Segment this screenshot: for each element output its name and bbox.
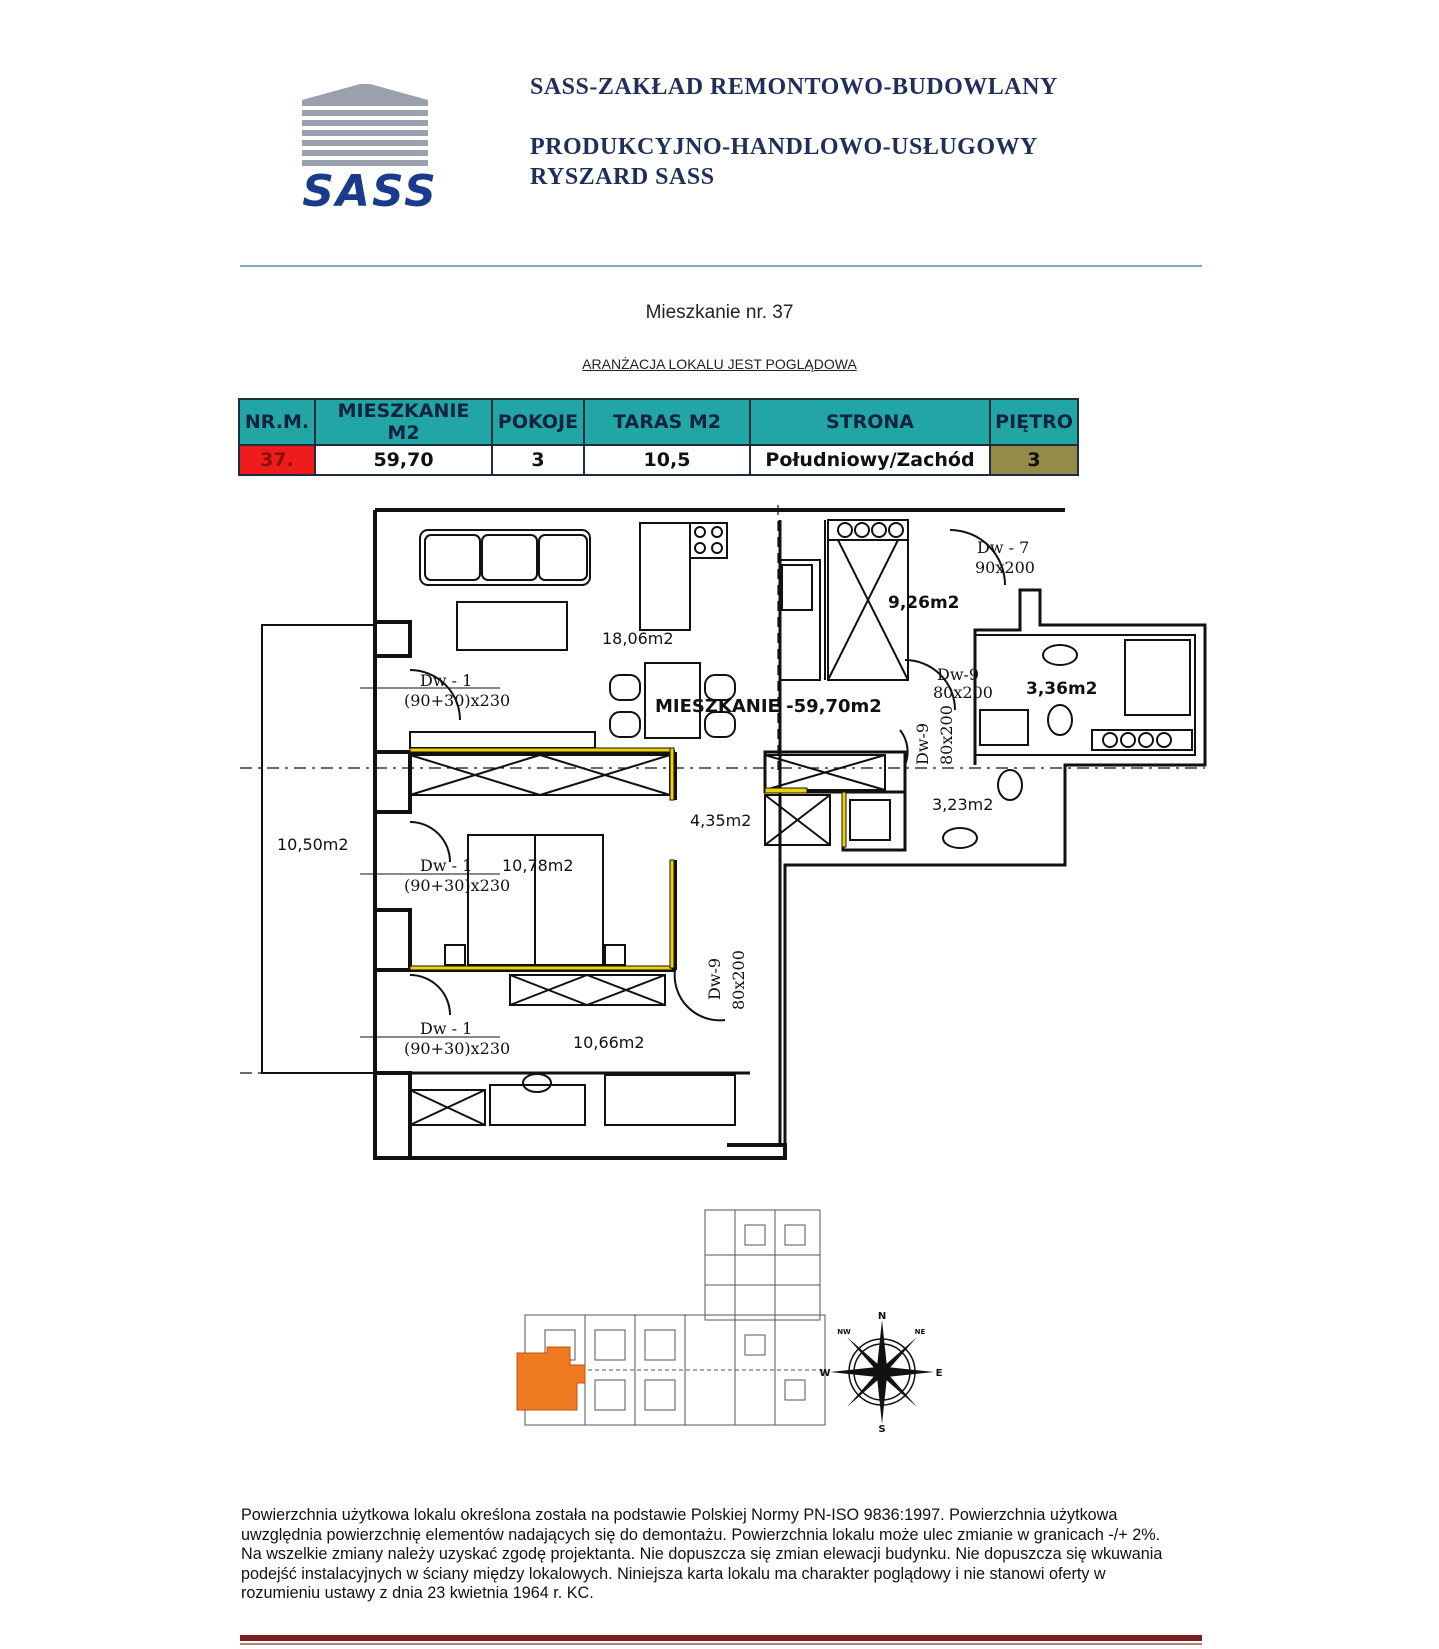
footer-divider <box>240 1635 1202 1641</box>
room-area-bedroom-2: 10,66m2 <box>573 1033 645 1052</box>
compass-e: E <box>935 1368 943 1379</box>
room-area-bath: 3,36m2 <box>1026 679 1098 699</box>
col-header-terrace: TARAS M2 <box>584 399 750 445</box>
room-area-hall: 4,35m2 <box>690 811 752 830</box>
company-line-1: SASS-ZAKŁAD REMONTOWO-BUDOWLANY <box>530 74 1058 100</box>
door-label-dw9-size-vertical-b: 80x200 <box>729 950 748 1010</box>
company-line-3: RYSZARD SASS <box>530 164 715 190</box>
company-logo <box>270 82 470 217</box>
door-label-dw9-size-vertical-a: 80x200 <box>937 705 956 765</box>
col-header-area: MIESZKANIE M2 <box>315 399 492 445</box>
room-area-terrace: 10,50m2 <box>277 835 349 854</box>
apartment-total-area: MIESZKANIE -59,70m2 <box>655 696 882 717</box>
door-label-dw7-size: 90x200 <box>975 558 1035 577</box>
room-area-wc: 3,23m2 <box>932 795 994 814</box>
door-label-dw9-name: Dw-9 <box>937 665 980 684</box>
compass-w: W <box>819 1368 831 1379</box>
col-header-rooms: POKOJE <box>492 399 584 445</box>
door-label-dw7-name: Dw - 7 <box>977 538 1030 557</box>
header-divider <box>240 265 1202 267</box>
company-line-2: PRODUKCYJNO-HANDLOWO-USŁUGOWY <box>530 134 1038 160</box>
door-label-dw1-name-c: Dw - 1 <box>420 1019 473 1038</box>
logo-text: SASS <box>302 166 438 217</box>
floor-plan <box>240 498 1210 1168</box>
cell-terrace: 10,5 <box>584 445 750 475</box>
door-label-dw1-name-a: Dw - 1 <box>420 671 473 690</box>
page-title: Mieszkanie nr. 37 <box>645 302 794 323</box>
cell-floor: 3 <box>990 445 1078 475</box>
cell-side: Południowy/Zachód <box>750 445 990 475</box>
room-area-bedroom-1: 10,78m2 <box>502 856 574 875</box>
door-label-dw1-size-a: (90+30)x230 <box>404 691 511 710</box>
cell-nr: 37. <box>239 445 315 475</box>
footer-divider-thin <box>240 1643 1202 1645</box>
room-area-kitchen: 9,26m2 <box>888 593 960 613</box>
door-label-dw9-name-vertical-b: Dw-9 <box>705 957 724 1000</box>
compass-s: S <box>878 1424 886 1435</box>
cell-rooms: 3 <box>492 445 584 475</box>
compass-nw: NW <box>837 1328 851 1336</box>
compass-rose <box>819 1311 943 1435</box>
compass-ne: NE <box>914 1328 926 1336</box>
cell-area: 59,70 <box>315 445 492 475</box>
page-subtitle: ARANŻACJA LOKALU JEST POGLĄDOWA <box>582 356 857 372</box>
info-table-value-row <box>239 445 1078 475</box>
col-header-nr: NR.M. <box>239 399 315 445</box>
door-label-dw9-size: 80x200 <box>933 683 993 702</box>
compass-n: N <box>877 1311 887 1322</box>
door-label-dw9-name-vertical-a: Dw-9 <box>913 722 932 765</box>
col-header-side: STRONA <box>750 399 990 445</box>
room-area-living: 18,06m2 <box>602 629 674 648</box>
door-label-dw1-name-b: Dw - 1 <box>420 856 473 875</box>
door-label-dw1-size-b: (90+30)x230 <box>404 876 511 895</box>
info-table-header-row <box>239 399 1078 445</box>
col-header-floor: PIĘTRO <box>990 399 1078 445</box>
footer-disclaimer: Powierzchnia użytkowa lokalu określona została na podstawie Polskiej Normy PN-ISO 9836:1997. Powierzchnia użytkowa uwzględnia powierzchnię elementów nadających się do demontażu. Powierzchnia lokalu może ulec zmianie w granicach -/+ 2%. Na wszelkie zmiany należy uzyskać zgodę projektanta. Nie dopuszcza się zmian elewacji budynku. Nie dopuszcza się wkuwania podejść instalacyjnych w ściany między lokalowych. Niniejsza karta lokalu ma charakter poglądowy i nie stanowi oferty w rozumieniu ustawy z dnia 23 kwietnia 1964 r. KC. <box>241 1506 1163 1602</box>
door-label-dw1-size-c: (90+30)x230 <box>404 1039 511 1058</box>
apartment-info-table <box>238 398 1079 476</box>
